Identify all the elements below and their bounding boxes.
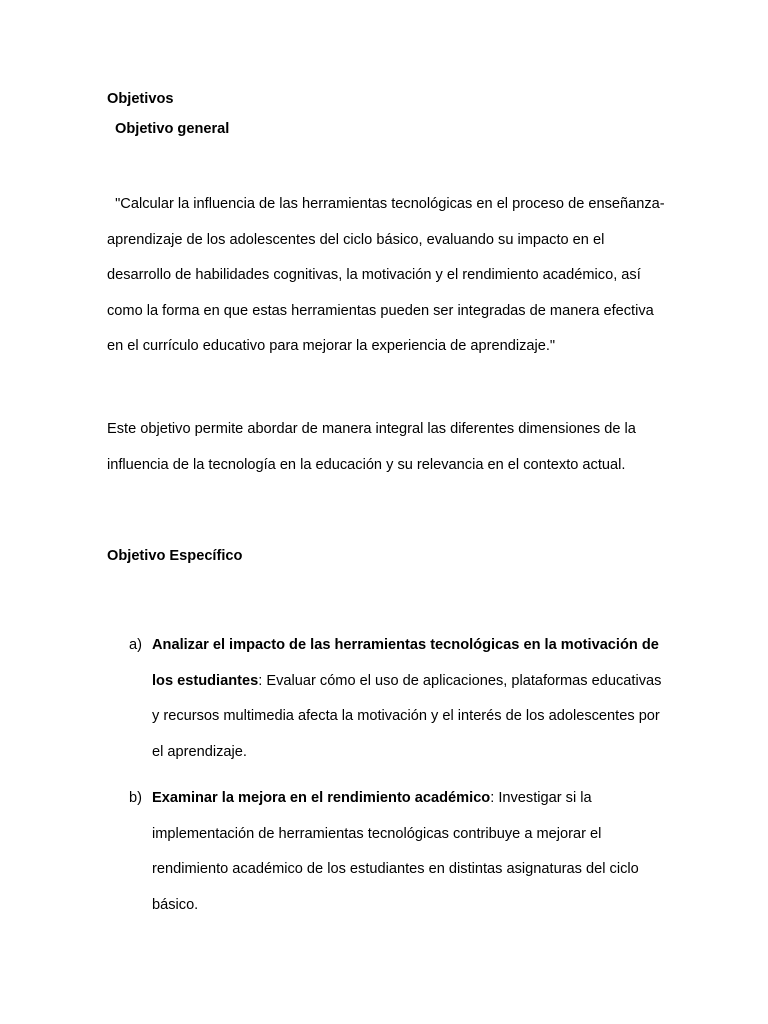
list-item-title: Examinar la mejora en el rendimiento académico	[152, 790, 491, 806]
explanation-paragraph: Este objetivo permite abordar de manera integral las diferentes dimensiones de la influencia de la tecnología en la educación y su relevancia en el contexto actual.	[107, 421, 636, 473]
list-item-title: Analizar el impacto de las herramientas tecnológicas en la motivación de los estudiantes	[152, 637, 659, 689]
list-item-body	[152, 781, 662, 923]
list-marker: a)	[129, 637, 142, 653]
heading-objetivo-especifico: Objetivo Específico	[107, 548, 243, 564]
list-item	[107, 781, 667, 923]
general-objective-quote	[107, 187, 667, 365]
explanation-block	[107, 412, 667, 483]
list-item-description: : Evaluar cómo el uso de aplicaciones, plataformas educativas y recursos multimedia afecta la motivación y el interés de los adolescentes por el aprendizaje.	[152, 672, 662, 760]
list-item	[107, 628, 667, 770]
list-item-description: : Investigar si la implementación de herramientas tecnológicas contribuye a mejorar el rendimiento académico de los estudiantes en distintas asignaturas del ciclo básico.	[152, 790, 639, 913]
heading-objetivo-general: Objetivo general	[115, 121, 230, 137]
heading-objetivos: Objetivos	[107, 91, 174, 107]
quote-paragraph: "Calcular la influencia de las herramientas tecnológicas en el proceso de enseñanza-aprendizaje de los adolescentes del ciclo básico, evaluando su impacto en el desarrollo de habilidades cognitivas, la motivación y el rendimiento académico, así como la forma en que estas herramientas pueden ser integradas de manera efectiva en el currículo educativo para mejorar la experiencia de aprendizaje."	[107, 196, 665, 355]
list-item-body	[152, 628, 662, 770]
list-marker: b)	[129, 790, 142, 806]
